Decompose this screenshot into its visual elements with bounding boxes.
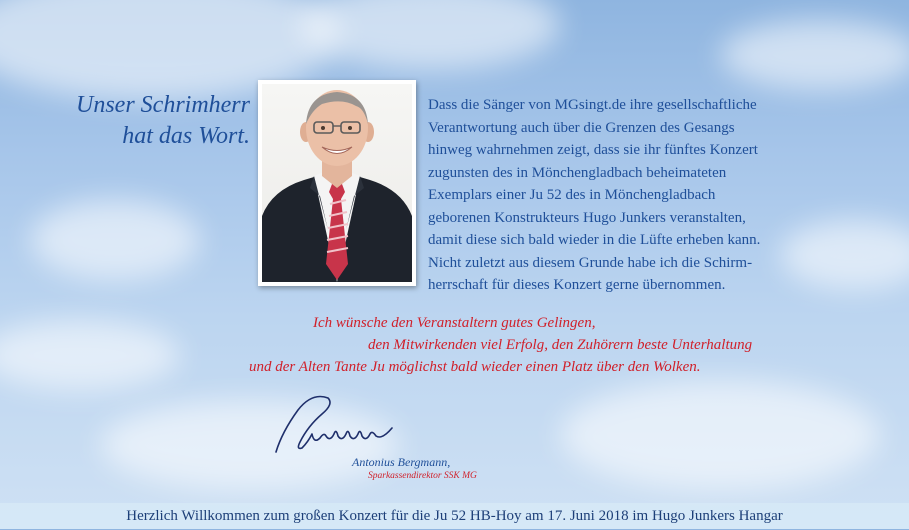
statement-line: Verantwortung auch über die Grenzen des Gesangs <box>428 119 735 136</box>
person-portrait-icon <box>262 84 412 282</box>
page-heading <box>40 90 250 152</box>
handwritten-signature <box>272 392 402 460</box>
statement-line: Dass die Sänger von MGsingt.de ihre gesellschaftliche <box>428 97 757 113</box>
statement-line: Nicht zuletzt aus diesem Grunde habe ich die Schirm- <box>428 254 753 271</box>
statement-line: geborenen Konstrukteurs Hugo Junkers veranstalten, <box>428 209 746 226</box>
footer-text: Herzlich Willkommen zum großen Konzert für die Ju 52 HB-Hoy am 17. Juni 2018 im Hugo Junkers Hangar <box>126 508 783 524</box>
statement-line: damit diese sich bald wieder in die Lüfte erheben kann. <box>428 232 761 248</box>
statement-line: hinweg wahrnehmen zeigt, dass sie ihr fünftes Konzert <box>428 142 758 158</box>
footer-banner <box>0 503 909 529</box>
cloud <box>30 200 200 280</box>
wish-line: den Mitwirkenden viel Erfolg, den Zuhörern beste Unterhaltung <box>368 337 753 353</box>
statement-line: herrschaft für dieses Konzert gerne übernommen. <box>428 277 726 293</box>
wish-message <box>240 312 780 378</box>
statement-line: Exemplars einer Ju 52 des in Mönchengladbach <box>428 187 716 203</box>
wish-line: Ich wünsche den Veranstaltern gutes Gelingen, <box>313 315 596 331</box>
portrait-frame <box>258 80 416 286</box>
heading-line: Unser Schrimherr <box>76 92 250 118</box>
cloud <box>780 220 909 290</box>
cloud <box>560 380 880 490</box>
wish-line: und der Alten Tante Ju möglichst bald wieder einen Platz über den Wolken. <box>249 359 701 375</box>
signer-name: Antonius Bergmann, <box>352 455 451 469</box>
patron-statement <box>428 94 788 297</box>
signer-title: Sparkassendirektor SSK MG <box>368 471 477 481</box>
cloud <box>720 20 909 90</box>
statement-line: zugunsten des in Mönchengladbach beheimateten <box>428 164 727 181</box>
cloud <box>0 320 180 390</box>
heading-line: hat das Wort. <box>122 123 250 149</box>
cloud <box>300 0 560 70</box>
